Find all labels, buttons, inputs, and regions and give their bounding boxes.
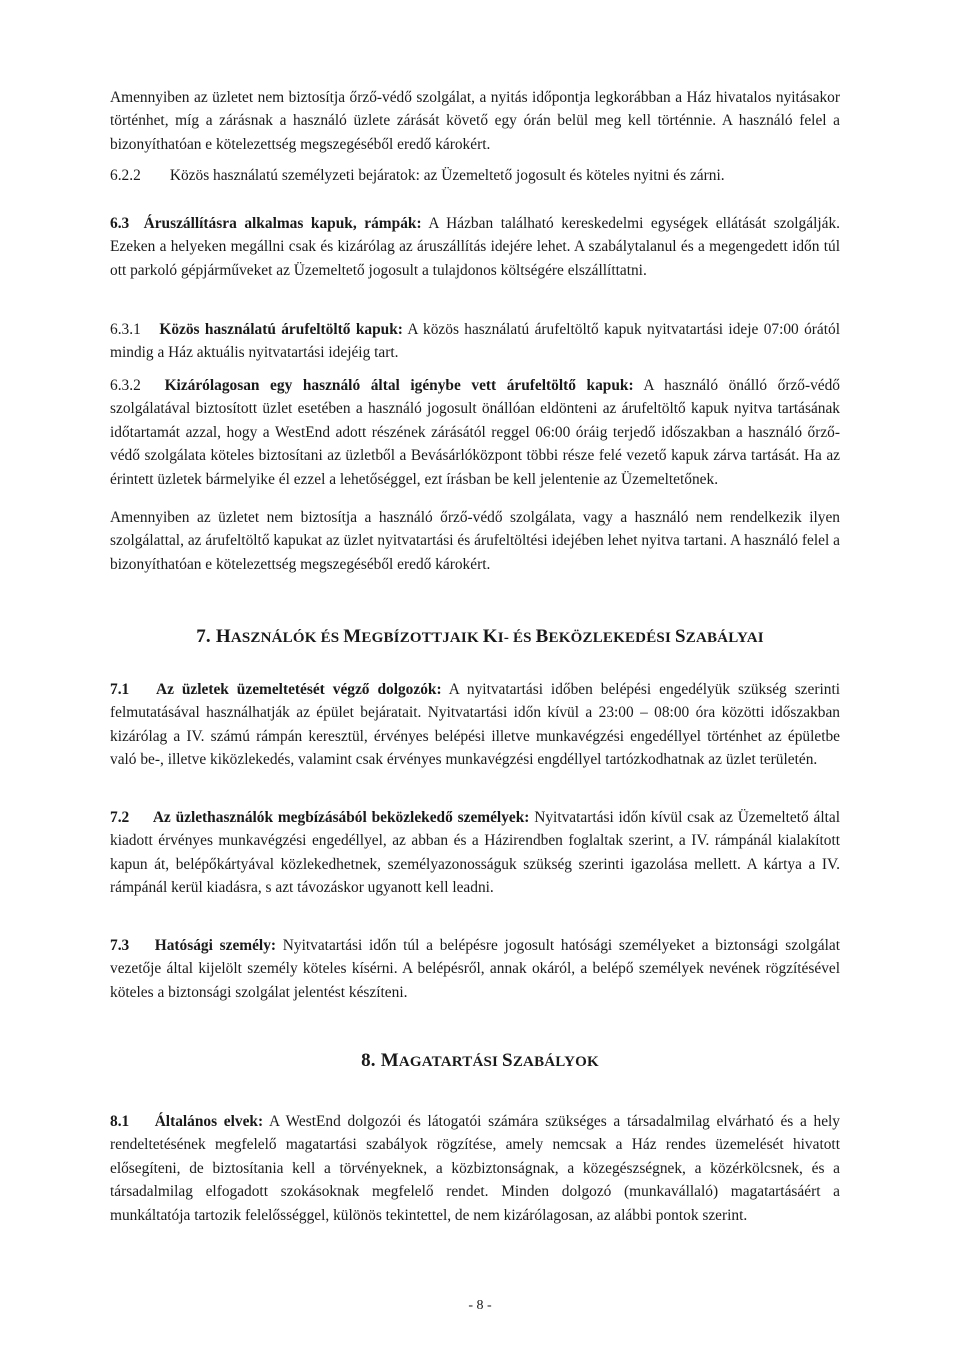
section-8-heading: 8. MAGATARTÁSI SZABÁLYOK bbox=[361, 1050, 599, 1071]
section-number: 8.1 bbox=[110, 1113, 130, 1130]
paragraph-opening-hours: Amennyiben az üzletet nem biztosítja őrző-védő szolgálat, a nyitás időpontja legkorábban a Ház hivatalos nyitásakor történhet, míg a zárásnak a használó üzlete zárását követő egy órán belül meg kell történnie. A használó felel a bizonyíthatóan e kötelezettség megszegéséből eredő károkért. bbox=[110, 89, 840, 153]
section-title: Általános elvek: bbox=[154, 1113, 264, 1130]
paragraph-7-2: 7.2 Az üzlethasználók megbízásából beközlekedő személyek: Nyitvatartási időn kívül csak az Üzemeltető által kiadott érvényes munkavégzési engedéllyel, az abban és a Házirendben foglaltak szerint, a IV. rámpánál kialakított kapun át, belépőkártyával közlekedhetnek, személyazonosságuk szükség szerinti igazolása mellett. A kártya a IV. rámpánál kerül kiadásra, s azt távozáskor ugyanott kell leadni. bbox=[110, 806, 840, 900]
title-cap: K bbox=[482, 626, 498, 647]
title-rest: ASZNÁLÓK ÉS bbox=[230, 630, 344, 646]
title-rest: AGATARTÁSI bbox=[398, 1054, 503, 1070]
title-rest: ZABÁLYOK bbox=[512, 1054, 599, 1070]
title-rest: EKÖZLEKEDÉSI bbox=[548, 630, 675, 646]
section-7-title bbox=[216, 626, 764, 647]
title-rest: EGBÍZOTTJAIK bbox=[361, 630, 483, 646]
paragraph-7-1: 7.1 Az üzletek üzemeltetését végző dolgozók: A nyitvatartási időben belépési engedélyük szükség szerinti felmutatásával használhatják az épület bejáratait. Nyitvatartási időn kívül a 23:00 – 08:00 óra közötti időszakban kizárólag a IV. számú rámpán keresztül, érvényes belépési illetve munkavégzési engedéllyel történhet az épületbe való be-, illetve kiközlekedés, valamint csak érvényes munkavégzési engdéllyel tartózkodhatnak az üzlet területén. bbox=[110, 678, 840, 772]
section-number: 7.2 bbox=[110, 809, 130, 826]
page-number: - 8 - bbox=[468, 1298, 492, 1313]
section-number: 6.3.2 bbox=[110, 377, 141, 394]
title-rest: ZABÁLYAI bbox=[685, 630, 764, 646]
paragraph-8-1: 8.1 Általános elvek: A WestEnd dolgozói és látogatói számára szükséges a társadalmilag elvárható és a hely rendeltetésének megfelelő magatartási szabályok rögzítése, amely nemcsak a Ház rendes üzemelését hivatott elősegíteni, de biztosítania kell a törvényeknek, a közbiztonságnak, a közegészségnek, a közérkölcsnek, és a társadalmilag elfogadott szokásoknak megfelelő rendet. Minden dolgozó (munkavállaló) magatartásáért a munkáltatója tartozik felelősséggel, különös tekintettel, de nem kizárólagosan, az alábbi pontok szerint. bbox=[110, 1110, 840, 1227]
title-cap: M bbox=[380, 1050, 399, 1071]
section-number: 6.2.2 bbox=[110, 167, 141, 184]
section-number: 7.1 bbox=[110, 681, 130, 698]
title-rest: I- ÉS bbox=[497, 630, 536, 646]
section-title: Közös használatú árufeltöltő kapuk: bbox=[159, 321, 403, 338]
section-7-heading: 7. HASZNÁLÓK ÉS MEGBÍZOTTJAIK KI- ÉS BEKÖZLEKEDÉSI SZABÁLYAI bbox=[196, 626, 764, 647]
section-title: Hatósági személy: bbox=[154, 937, 277, 954]
paragraph-6-3: 6.3 Áruszállításra alkalmas kapuk, rámpák: A Házban található kereskedelmi egységek ellátását szolgálják. Ezeken a helyeken megállni csak és kizárólag az áruszállítás idejére lehet. A szabálytalanul és a megengedett időn túl ott parkoló gépjárműveket az Üzemeltető jogosult a tulajdonos költségére elszállíttatni. bbox=[110, 212, 840, 282]
section-number: 7.3 bbox=[110, 937, 130, 954]
section-title: Az üzletek üzemeltetését végző dolgozók: bbox=[155, 681, 442, 698]
title-cap: B bbox=[535, 626, 549, 647]
title-cap: M bbox=[343, 626, 362, 647]
section-title: Az üzlethasználók megbízásából beközlekedő személyek: bbox=[152, 809, 530, 826]
paragraph-6-2-2: 6.2.2 Közös használatú személyzeti bejáratok: az Üzemeltető jogosult és köteles nyitni és zárni. bbox=[110, 164, 840, 187]
section-number: 6.3 bbox=[110, 215, 130, 232]
paragraph-7-3: 7.3 Hatósági személy: Nyitvatartási időn túl a belépésre jogosult hatósági személyeket a biztonsági szolgálat vezetője által kijelölt személy köteles kísérni. A belépésről, annak okáról, a belépő személyek nevének rögzítésével köteles a biztonsági szolgálat jelentést készíteni. bbox=[110, 934, 840, 1004]
title-cap: S bbox=[502, 1050, 513, 1071]
section-title: Áruszállításra alkalmas kapuk, rámpák: bbox=[143, 215, 422, 232]
paragraph-6-3-1: 6.3.1 Közös használatú árufeltöltő kapuk: A közös használatú árufeltöltő kapuk nyitvatartási ideje 07:00 órától mindig a Ház aktuális nyitvatartási idejéig tart. bbox=[110, 318, 840, 365]
title-cap: S bbox=[674, 626, 686, 647]
section-number: 6.3.1 bbox=[110, 321, 141, 338]
title-cap: H bbox=[215, 626, 231, 647]
section-8-title bbox=[381, 1050, 599, 1071]
paragraph-6-3-2: 6.3.2 Kizárólagosan egy használó által igénybe vett árufeltöltő kapuk: A használó önálló őrző-védő szolgálatával biztosított üzlet esetében a használó jogosult önállóan eldönteni az árufeltöltő kapuk nyitva tartásának időtartamát azzal, hogy a WestEnd adott részének zárásától reggel 06:00 óráig terjedő időszakban a használó őrző-védő szolgálata köteles biztosítani az üzletből a Bevásárlóközpont többi része felé vezető kapuk zárva tartását. Ha az érintett üzletek bármelyike él ezzel a lehetőséggel, ezt írásban be kell jelentenie az Üzemeltetőnek. bbox=[110, 374, 840, 491]
section-title: Kizárólagosan egy használó által igénybe vett árufeltöltő kapuk: bbox=[164, 377, 634, 394]
paragraph-no-security: Amennyiben az üzletet nem biztosítja a használó őrző-védő szolgálata, vagy a használó nem rendelkezik ilyen szolgálattal, az árufeltöltő kapukat az üzlet nyitvatartási és árufeltöltési idejében lehet nyitva tartani. A használó felel a bizonyíthatóan e kötelezettség megszegéséből eredő károkért. bbox=[110, 509, 840, 573]
